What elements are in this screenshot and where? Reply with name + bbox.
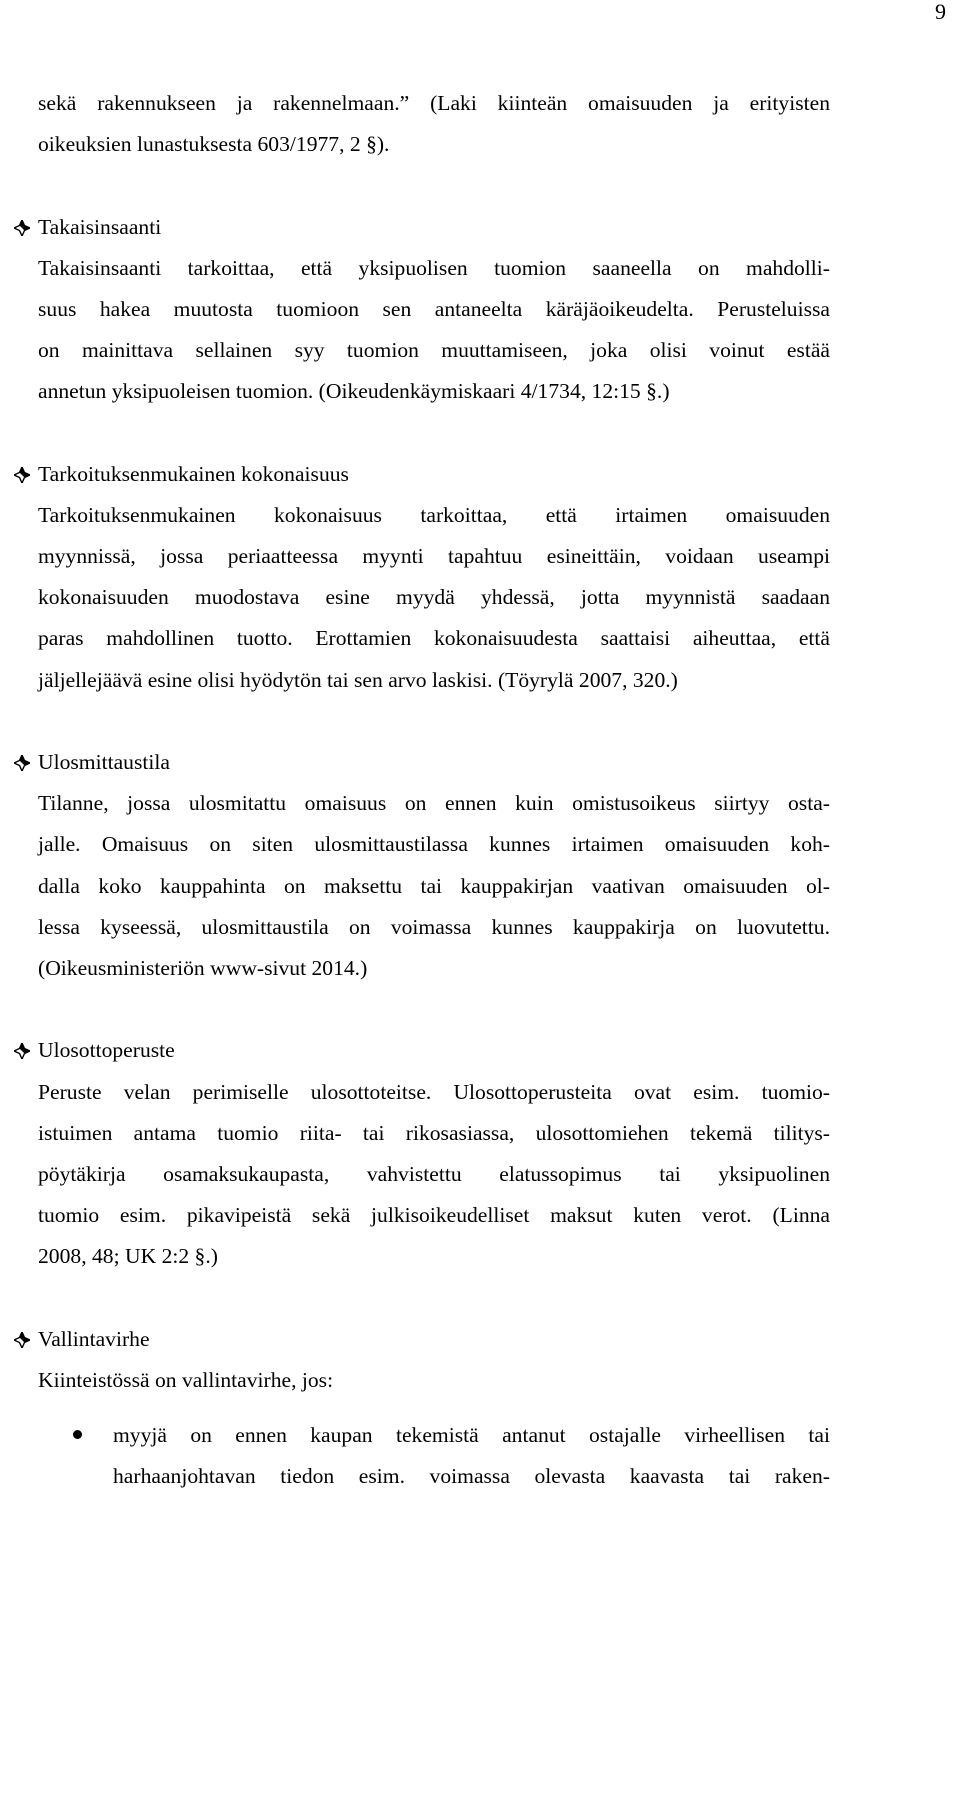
section-vallintavirhe bbox=[38, 1319, 830, 1498]
diamond-bullet-icon bbox=[14, 1332, 30, 1348]
dot-bullet-icon bbox=[73, 1430, 82, 1439]
heading-label: Ulosmittaustila bbox=[38, 750, 170, 774]
heading-label: Tarkoituksenmukainen kokonaisuus bbox=[38, 461, 349, 486]
text-line: kokonaisuuden muodostava esine myydä yhdessä, jotta myynnistä saadaan bbox=[38, 585, 830, 610]
text-line: harhaanjohtavan tiedon esim. voimassa olevasta kaavasta tai raken- bbox=[113, 1464, 830, 1489]
text-line: sekä rakennukseen ja rakennelmaan.” (Laki kiinteän omaisuuden ja erityisten bbox=[38, 91, 830, 115]
text-line: myynnissä, jossa periaatteessa myynti tapahtuu esineittäin, voidaan useampi bbox=[38, 544, 830, 569]
section-ulosottoperuste bbox=[38, 1030, 830, 1277]
text-line: Kiinteistössä on vallintavirhe, jos: bbox=[38, 1367, 334, 1392]
text-line: myyjä on ennen kaupan tekemistä antanut ostajalle virheellisen tai bbox=[113, 1423, 830, 1447]
heading-label: Takaisinsaanti bbox=[38, 214, 162, 239]
text-line: Peruste velan perimiselle ulosottoteitse. Ulosottoperusteita ovat esim. tuomio- bbox=[38, 1079, 830, 1104]
text-line: dalla koko kauppahinta on maksettu tai kauppakirjan vaativan omaisuuden ol- bbox=[38, 873, 830, 898]
section-heading bbox=[38, 742, 830, 783]
text-line: suus hakea muutosta tuomioon sen antaneelta käräjäoikeudelta. Perusteluissa bbox=[38, 296, 830, 321]
section-tarkoituksenmukainen-kokonaisuus bbox=[38, 454, 830, 701]
page-number: 9 bbox=[935, 0, 946, 24]
text-line: lessa kyseessä, ulosmittaustila on voimassa kunnes kauppakirja on luovutettu. bbox=[38, 914, 830, 939]
text-line: (Oikeusministeriön www-sivut 2014.) bbox=[38, 955, 368, 980]
diamond-bullet-icon bbox=[14, 1043, 30, 1059]
diamond-bullet-icon bbox=[14, 220, 30, 236]
text-line: Tilanne, jossa ulosmitattu omaisuus on ennen kuin omistusoikeus siirtyy osta- bbox=[38, 791, 830, 816]
section-heading bbox=[38, 454, 830, 495]
spacer bbox=[38, 1277, 830, 1318]
text-line: annetun yksipuoleisen tuomion. (Oikeudenkäymiskaari 4/1734, 12:15 §.) bbox=[38, 379, 670, 404]
text-line: jalle. Omaisuus on siten ulosmittaustilassa kunnes irtaimen omaisuuden koh- bbox=[38, 832, 830, 857]
spacer bbox=[38, 165, 830, 206]
text-line: paras mahdollinen tuotto. Erottamien kokonaisuudesta saattaisi aiheuttaa, että bbox=[38, 626, 830, 651]
section-heading bbox=[38, 1030, 830, 1071]
text-line: tuomio esim. pikavipeistä sekä julkisoikeudelliset maksut kuten verot. (Linna bbox=[38, 1203, 830, 1228]
heading-label: Ulosottoperuste bbox=[38, 1038, 175, 1063]
diamond-bullet-icon bbox=[14, 467, 30, 483]
text-line: Tarkoituksenmukainen kokonaisuus tarkoittaa, että irtaimen omaisuuden bbox=[38, 502, 830, 527]
diamond-bullet-icon bbox=[14, 755, 30, 771]
text-line: oikeuksien lunastuksesta 603/1977, 2 §). bbox=[38, 132, 390, 157]
intro-paragraph bbox=[38, 83, 830, 165]
section-ulosmittaustila bbox=[38, 742, 830, 989]
section-heading bbox=[38, 1319, 830, 1360]
spacer bbox=[38, 413, 830, 454]
document-body bbox=[38, 83, 830, 1497]
text-line: Takaisinsaanti tarkoittaa, että yksipuolisen tuomion saaneella on mahdolli- bbox=[38, 255, 830, 280]
text-line: jäljellejäävä esine olisi hyödytön tai sen arvo laskisi. (Töyrylä 2007, 320.) bbox=[38, 667, 678, 692]
text-line: pöytäkirja osamaksukaupasta, vahvistettu elatussopimus tai yksipuolinen bbox=[38, 1161, 830, 1186]
text-line: 2008, 48; UK 2:2 §.) bbox=[38, 1244, 218, 1269]
text-line: istuimen antama tuomio riita- tai rikosasiassa, ulosottomiehen tekemä tilitys- bbox=[38, 1120, 830, 1145]
spacer bbox=[38, 1401, 830, 1415]
spacer bbox=[38, 701, 830, 742]
section-takaisinsaanti bbox=[38, 207, 830, 413]
text-line: on mainittava sellainen syy tuomion muuttamiseen, joka olisi voinut estää bbox=[38, 338, 830, 363]
spacer bbox=[38, 989, 830, 1030]
heading-label: Vallintavirhe bbox=[38, 1326, 150, 1351]
section-heading bbox=[38, 207, 830, 248]
list-item bbox=[38, 1415, 830, 1497]
